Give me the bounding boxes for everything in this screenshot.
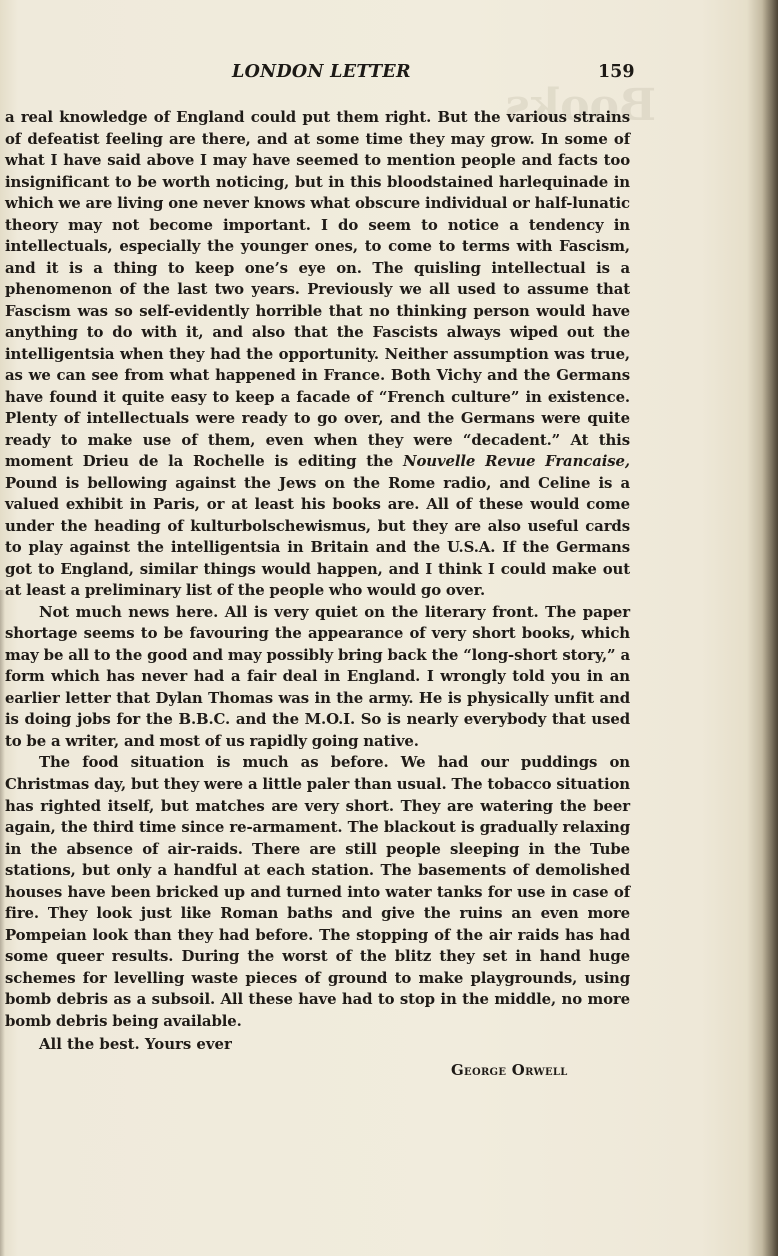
letter-body [5, 107, 630, 1032]
paragraph-3: The food situation is much as before. We had our puddings on Christmas day, but they were a little paler than usual. The tobacco situation has righted itself, but matches are very short. They are watering the beer again, the third time since re-armament. The blackout is gradually relaxing in the absence of air-raids. There are still people sleeping in the Tube stations, but only a handful at each station. The basements of demolished houses have been bricked up and turned into water tanks for use in case of fire. They look just like Roman baths and give the ruins an even more Pompeian look than they had before. The stopping of the air raids has had some queer results. During the worst of the blitz they set in hand huge schemes for levelling waste pieces of ground to make playgrounds, using bomb debris as a subsoil. All these have had to stop in the middle, no more bomb debris being available. [5, 753, 630, 1030]
journal-title: Nouvelle Revue Francaise, [402, 452, 630, 471]
show-through-text: Books [505, 80, 657, 131]
running-title: LONDON LETTER [232, 62, 411, 82]
paragraph-1-text: a real knowledge of England could put them right. But the various strains of defeatist feeling are there, and at some time they may grow. In some of what I have said above I may have seemed to mention people and facts too insignificant to be worth noticing, but in this bloodstained harlequinade in which we are living one never knows what obscure individual or half-lunatic theory may not become important. I do seem to notice a tendency in intellectuals, especially the younger ones, to come to terms with Fascism, and it is a thing to keep one’s eye on. The quisling intellectual is a phenomenon of the last two years. Previously we all used to assume that Fascism was so self-evidently horrible that no thinking person would have anything to do with it, and also that the Fascists always wiped out the intelligentsia when they had the opportunity. Neither assumption was true, as we can see from what happened in France. Both Vichy and the Germans have found it quite easy to keep a facade of “French culture” in existence. Plenty of intellectuals were ready to go over, and the Germans were quite ready to make use of them, even when they were “decadent.” At this moment Drieu de la Rochelle is editing the [5, 108, 630, 471]
signature: George Orwell [451, 1061, 568, 1079]
page-edge-shadow [762, 0, 778, 1256]
page-header [0, 62, 778, 88]
paragraph-1-tail: Pound is bellowing against the Jews on the Rome radio, and Celine is a valued exhibit in Paris, or at least his books are. All of these would come under the heading of kulturbolschewismus, but they are also useful cards to play against the intelligentsia in Britain and the U.S.A. If the Germans got to England, similar things would happen, and I think I could make out at least a preliminary list of the people who would go over. [5, 473, 630, 600]
page-left-shadow [0, 590, 5, 1256]
page-number: 159 [598, 62, 635, 82]
signoff-line: All the best. Yours ever [39, 1035, 232, 1053]
paragraph-2: Not much news here. All is very quiet on the literary front. The paper shortage seems to be favouring the appearance of very short books, which may be all to the good and may possibly bring back the “long-short story,” a form which has never had a fair deal in England. I wrongly told you in an earlier letter that Dylan Thomas was in the army. He is physically unfit and is doing jobs for the B.B.C. and the M.O.I. So is nearly everybody that used to be a writer, and most of us rapidly going native. [5, 602, 630, 750]
paragraph-1 [5, 107, 630, 602]
